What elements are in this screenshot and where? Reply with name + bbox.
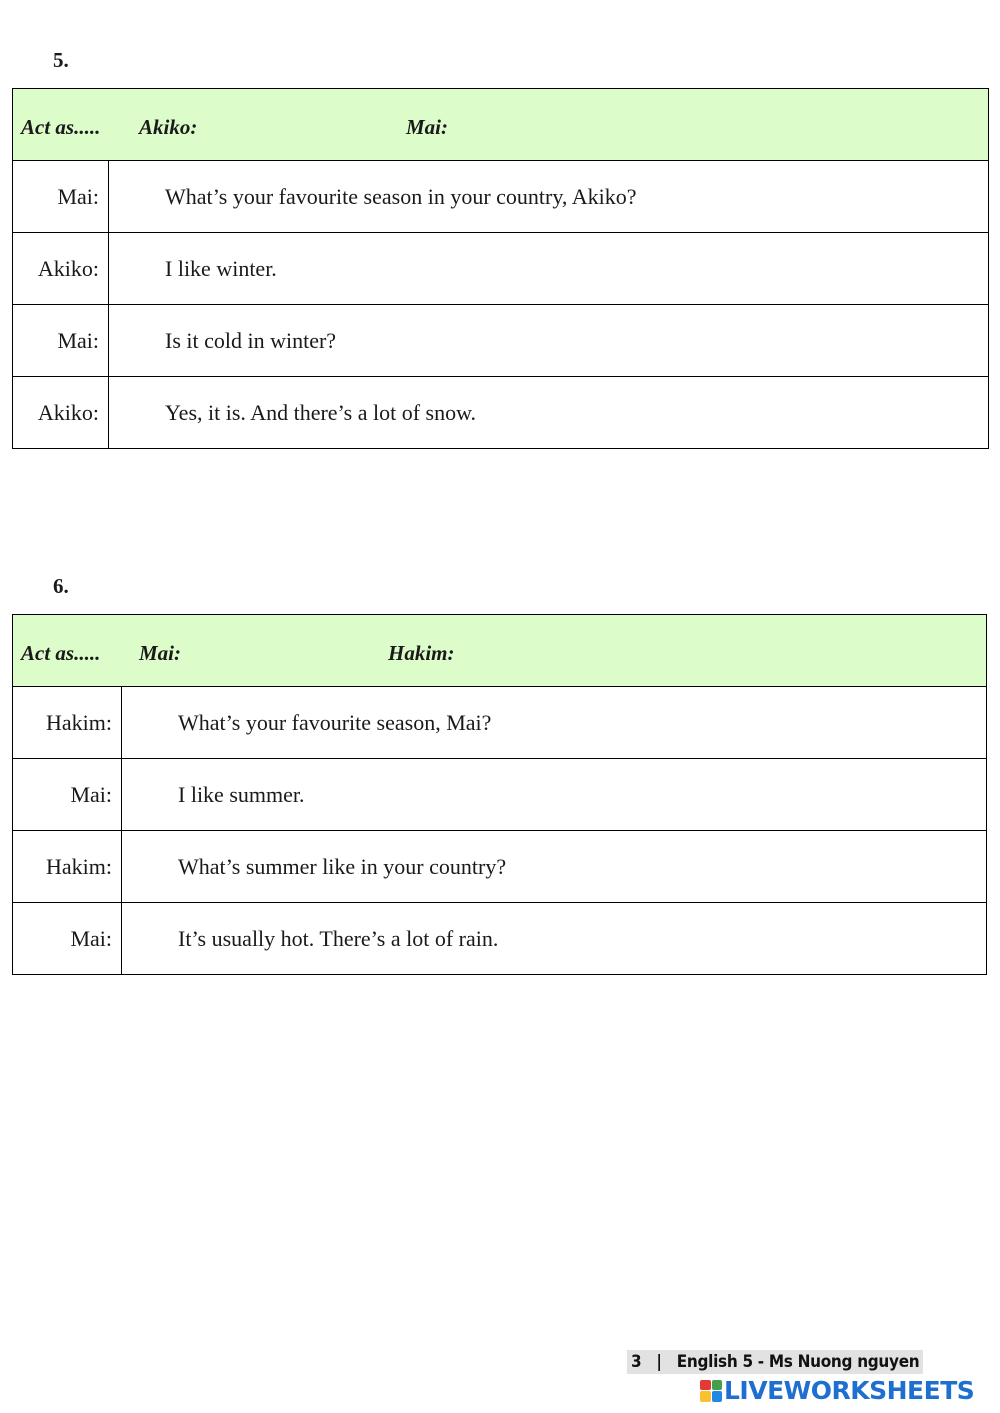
role-mai[interactable]: Mai: [406,115,448,139]
speaker-cell: Hakim: [13,831,122,903]
dialogue-line: What’s your favourite season, Mai? [122,687,987,759]
role-header [13,615,987,687]
dialogue-table [12,88,989,449]
table-row [13,903,987,975]
page-number: 3 [631,1352,642,1372]
speaker-cell: Mai: [13,759,122,831]
dialogue-line: What’s your favourite season in your country, Akiko? [109,161,989,233]
speaker-cell: Hakim: [13,687,122,759]
act-as-label: Act as..... [21,115,101,139]
table-row [13,161,989,233]
footer-separator: | [656,1352,662,1372]
role-akiko[interactable]: Akiko: [139,115,198,139]
dialogue-line: It’s usually hot. There’s a lot of rain. [122,903,987,975]
liveworksheets-logo-icon [700,1380,722,1402]
role-hakim[interactable]: Hakim: [388,641,455,665]
dialogue-line: I like winter. [109,233,989,305]
liveworksheets-logo[interactable] [700,1376,974,1405]
dialogue-line: What’s summer like in your country? [122,831,987,903]
table-row [13,831,987,903]
speaker-cell: Mai: [13,161,109,233]
table-header-row [13,89,989,161]
speaker-cell: Akiko: [13,377,109,449]
speaker-cell: Mai: [13,903,122,975]
section-number: 6. [53,574,69,598]
table-row [13,377,989,449]
role-mai[interactable]: Mai: [139,641,181,665]
table-row [13,759,987,831]
dialogue-line: Yes, it is. And there’s a lot of snow. [109,377,989,449]
role-header [13,89,989,161]
logo-text: LIVEWORKSHEETS [724,1376,975,1405]
speaker-cell: Mai: [13,305,109,377]
act-as-label: Act as..... [21,641,101,665]
dialogue-table [12,614,987,975]
footer-text: English 5 - Ms Nuong nguyen [676,1352,920,1372]
speaker-cell: Akiko: [13,233,109,305]
table-header-row [13,615,987,687]
table-row [13,305,989,377]
section-number: 5. [53,48,69,72]
dialogue-line: Is it cold in winter? [109,305,989,377]
page-footer [627,1350,923,1374]
dialogue-line: I like summer. [122,759,987,831]
table-row [13,687,987,759]
table-row [13,233,989,305]
